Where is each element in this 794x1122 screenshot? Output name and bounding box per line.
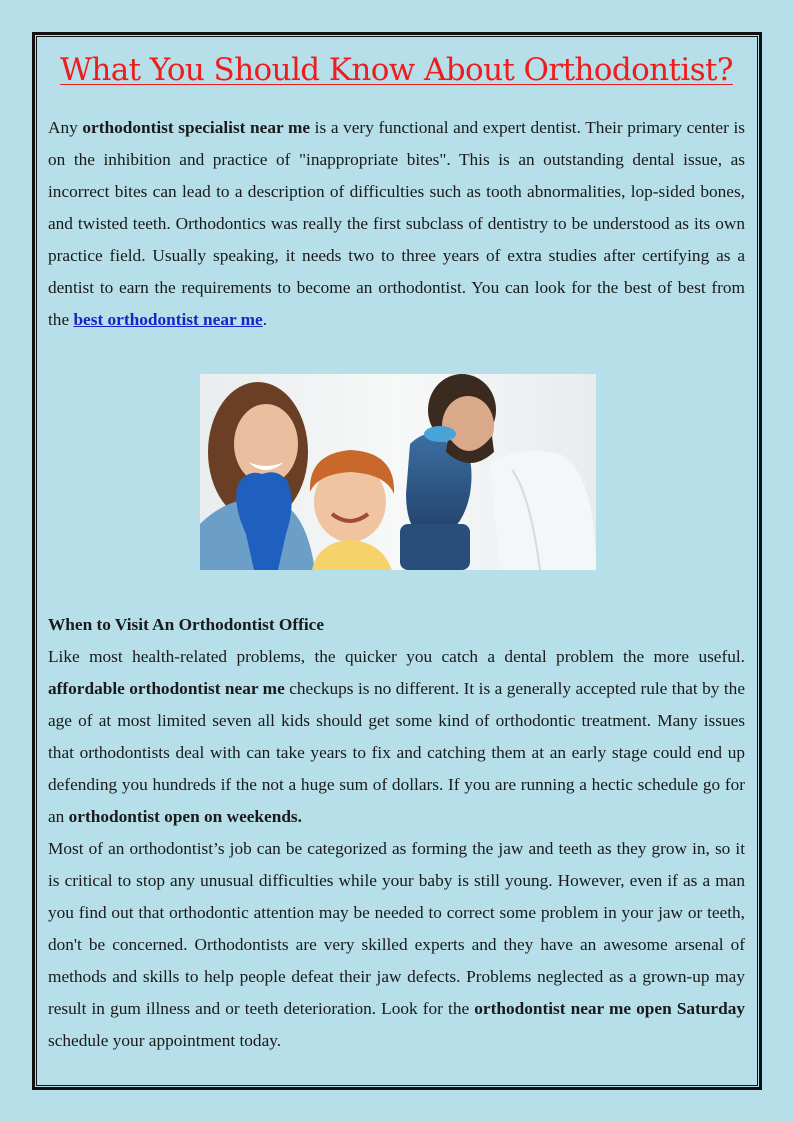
best-orthodontist-link[interactable]: best orthodontist near me — [73, 310, 263, 329]
intro-text-1: Any — [48, 118, 83, 137]
document-content — [48, 44, 745, 1050]
s1-text-2: checkups is no different. It is a generally accepted rule that by the age of at most limited seven all kids should get some kind of orthodontic treatment. Many issues that orthodontists deal with can take years to fix and catching them at an early stage could end up defending you hundreds if the not a huge sum of dollars. If you are running a hectic schedule go for an — [48, 679, 745, 826]
dental-visit-photo — [200, 374, 596, 570]
section-heading: When to Visit An Orthodontist Office — [48, 615, 325, 634]
section-paragraph-2 — [48, 833, 745, 1057]
page-title: What You Should Know About Orthodontist? — [60, 52, 733, 88]
section-paragraph-1 — [48, 641, 745, 833]
s2-bold-1: orthodontist near me open Saturday — [474, 999, 745, 1018]
s2-text-1: Most of an orthodontist’s job can be categorized as forming the jaw and teeth as they grow in, so it is critical to stop any unusual difficulties while your baby is still young. However, even if as a man you find out that orthodontic attention may be needed to correct some problem in your jaw or teeth, don't be concerned. Orthodontists are very skilled experts and they have an awesome arsenal of methods and skills to help people defeat their jaw defects. Problems neglected as a grown-up may result in gum illness and or teeth deterioration. Look for the — [48, 839, 745, 1018]
intro-text-2: is a very functional and expert dentist. Their primary center is on the inhibition and practice of "inappropriate bites". This is an outstanding dental issue, as incorrect bites can lead to a description of difficulties such as tooth abnormalities, lop-sided bones, and twisted teeth. Orthodontics was really the first subclass of dentistry to be understood as its own practice field. Usually speaking, it needs two to three years of extra studies after certifying as a dentist to earn the requirements to become an orthodontist. You can look for the best of best from the — [48, 118, 745, 329]
intro-paragraph — [48, 112, 745, 336]
s1-bold-2: orthodontist open on weekends. — [68, 807, 302, 826]
intro-text-3: . — [262, 310, 268, 329]
s1-bold-1: affordable orthodontist near me — [48, 679, 285, 698]
section-body — [48, 641, 745, 1057]
s2-text-2: schedule your appointment today. — [48, 1031, 282, 1050]
intro-bold-keyword: orthodontist specialist near me — [82, 118, 311, 137]
s1-text-1: Like most health-related problems, the quicker you catch a dental problem the more useful. — [48, 647, 745, 666]
